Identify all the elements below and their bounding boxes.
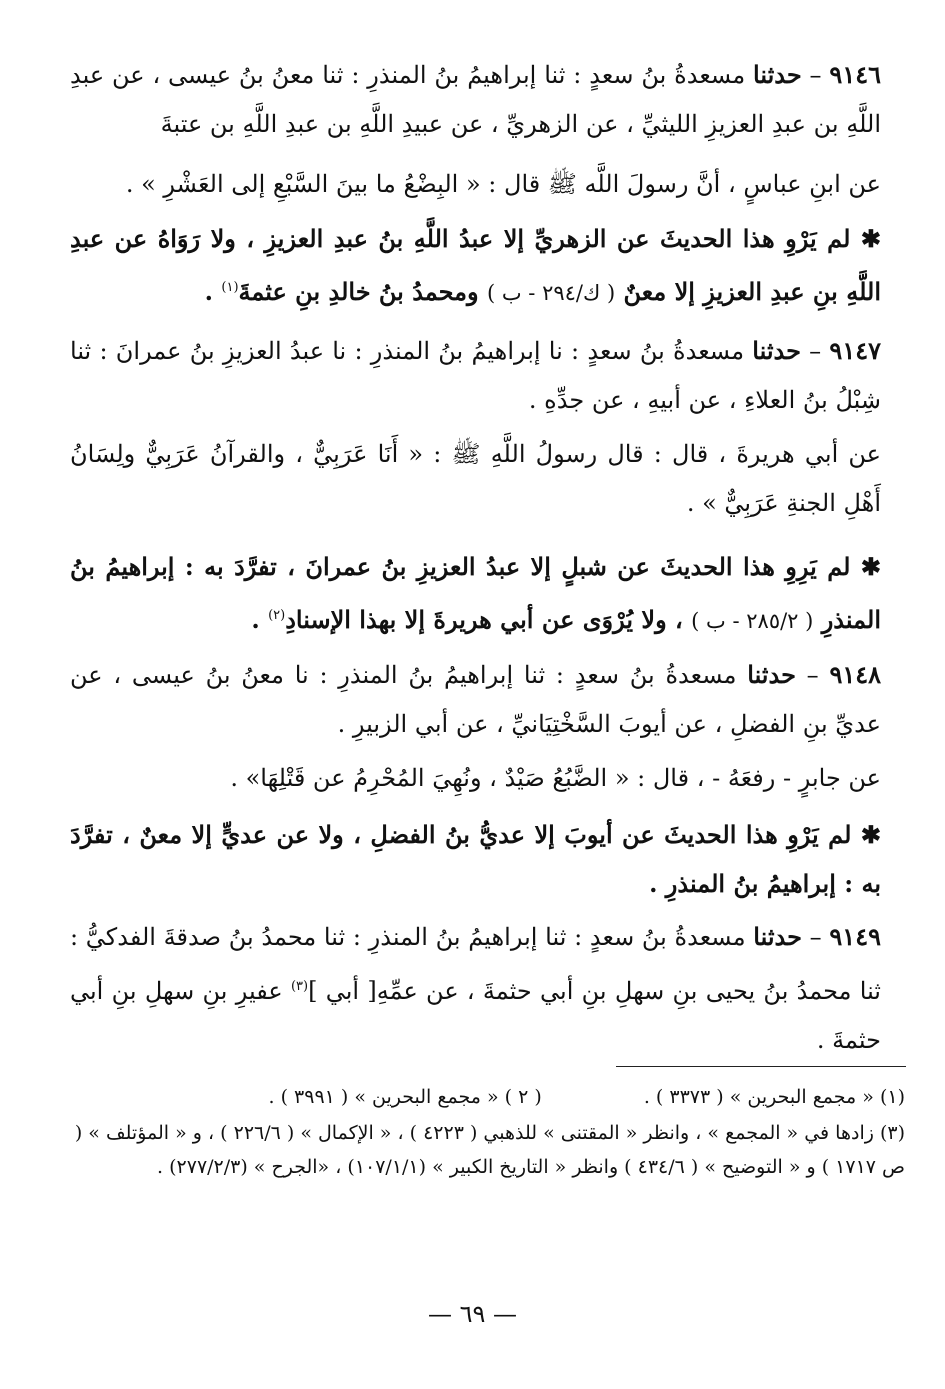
- comment-tail: ، ولا يُرْوَى عن أبي هريرةَ إلا بهذا الإسنادِ: [285, 605, 683, 634]
- comment-end: .: [251, 605, 260, 634]
- footnote-mark: (٢): [268, 608, 286, 623]
- isnad-text-end: عفيرِ بنِ سهلِ بنِ أبي حثمةَ .: [70, 977, 881, 1054]
- footnote-separator: [616, 1066, 906, 1067]
- hadith-9147-matn: عن أبي هريرةَ ، قال : قال رسولُ اللَّهِ ﷺ : « أَنَا عَرَبِيٌّ ، والقرآنُ عَرَبِيٌّ ولِسَانُ أَهْلِ الجنةِ عَرَبِيٌّ » .: [70, 440, 881, 517]
- hadith-9147-isnad: ٩١٤٧ – حدثنا مسعدةُ بنُ سعدٍ : نا إبراهيمُ بنُ المنذرِ : نا عبدُ العزيزِ بنُ عمرانَ : ثنا شِبْلُ بنُ العلاءِ ، عن أبيهِ ، عن جدِّهِ .: [70, 336, 881, 414]
- hadith-9149-isnad: ٩١٤٩ – حدثنا مسعدةُ بنُ سعدٍ : ثنا إبراهيمُ بنُ المنذرِ : ثنا محمدُ بنُ صدقةَ الفدكيُّ : ثنا محمدُ بنُ يحيى بنِ سهلِ بنِ أبي حثمةَ ، عن عمِّهِ[ أبي ]$^{(٣)}$ عفيرِ بنِ سهلِ بنِ أبي حثمةَ .: [70, 922, 881, 1054]
- page-number: — ٦٩ —: [427, 1300, 518, 1328]
- isnad-text: مسعدةُ بنُ سعدٍ : ثنا إبراهيمُ بنُ المنذرِ : ثنا محمدُ بنُ صدقةَ الفدكيُّ : ثنا محمدُ بنُ يحيى بنِ سهلِ بنِ أبي حثمةَ ، عن عمِّهِ[ أبي ]: [70, 923, 881, 1005]
- comment-tail: ومحمدُ بنُ خالدِ بنِ عثمةَ: [238, 277, 479, 306]
- footnote-line-1: [70, 1080, 905, 1114]
- hadith-number: ٩١٤٧: [829, 336, 881, 365]
- haddathana-word: حدثنا: [753, 922, 802, 951]
- hadith-9147-comment: [70, 542, 881, 646]
- haddathana-word: حدثنا: [753, 60, 802, 89]
- manuscript-ref: ( ٢٨٥/٢ - ب ): [691, 609, 814, 633]
- comment-text: لم يَرْوِ هذا الحديثَ عن الزهريِّ إلا عبدُ اللَّهِ بنُ عبدِ العزيزِ ، ولا رَوَاهُ عن عبدِ اللَّهِ بنِ عبدِ العزيزِ إلا معنٌ: [70, 224, 881, 306]
- hadith-9148-comment: [70, 810, 881, 908]
- hadith-number: ٩١٤٨: [829, 660, 882, 689]
- isnad-text: مسعدةُ بنُ سعدٍ : ثنا إبراهيمُ بنُ المنذرِ : ثنا معنُ بنُ عيسى ، عن عبدِ اللَّهِ بن عبدِ العزيزِ الليثيِّ ، عن الزهريِّ ، عن عبيدِ اللَّهِ بن عبدِ اللَّهِ بن عتبةَ: [70, 61, 881, 138]
- asterisk-icon: ✱: [860, 552, 881, 581]
- asterisk-icon: ✱: [860, 820, 882, 849]
- hadith-9146-isnad: ٩١٤٦ – حدثنا مسعدةُ بنُ سعدٍ : ثنا إبراهيمُ بنُ المنذرِ : ثنا معنُ بنُ عيسى ، عن عبدِ اللَّهِ بن عبدِ العزيزِ الليثيِّ ، عن الزهريِّ ، عن عبيدِ اللَّهِ بن عبدِ اللَّهِ بن عتبةَ: [70, 60, 881, 138]
- hadith-number: ٩١٤٦: [829, 60, 881, 89]
- footnote-2: ( ٢ ) « مجمع البحرين » ( ٣٩٩١ ) .: [268, 1086, 542, 1108]
- comment-text: لم يَرْوِ هذا الحديثَ عن أيوبَ إلا عديُّ بنُ الفضلِ ، ولا عن عديٍّ إلا معنٌ ، تفرَّدَ به : إبراهيمُ بنُ المنذرِ .: [70, 820, 881, 898]
- footnote-3: (٣) زادها في « المجمع » ، وانظر « المقتنى » للذهبي ( ٤٢٢٣ ) ، « الإكمال » ( ٢٢٦/٦ ) ، و « المؤتلف » ( ص ١٧١٧ ) و « التوضيح » ( ٤٣٤/٦ ) وانظر « التاريخ الكبير » (١٠٧/١/١) ، «الجرح » (٢٧٧/٢/٣) .: [74, 1122, 905, 1178]
- comment-end: .: [204, 277, 214, 306]
- hadith-9148-matn: عن جابرٍ - رفعَهُ - ، قال : « الضَّبُعُ صَيْدٌ ، ونُهِيَ المُحْرِمُ عن قَتْلِهَا» .: [230, 764, 881, 792]
- haddathana-word: حدثنا: [752, 336, 801, 365]
- isnad-text: مسعدةُ بنُ سعدٍ : ثنا إبراهيمُ بنُ المنذرِ : نا معنُ بنُ عيسى ، عن عديِّ بنِ الفضلِ ، عن أيوبَ السَّخْتِيَانيِّ ، عن أبي الزبيرِ .: [70, 661, 881, 738]
- footnote-mark: (١): [221, 280, 239, 295]
- footnote-1: (١) « مجمع البحرين » ( ٣٣٧٣ ) .: [643, 1086, 905, 1108]
- isnad-text: مسعدةُ بنُ سعدٍ : نا إبراهيمُ بنُ المنذرِ : نا عبدُ العزيزِ بنُ عمرانَ : ثنا شِبْلُ بنُ العلاءِ ، عن أبيهِ ، عن جدِّهِ .: [70, 337, 881, 414]
- hadith-9146-matn: عن ابنِ عباسٍ ، أنَّ رسولَ اللَّه ﷺ قال : « البِضْعُ ما بينَ السَّبْعِ إلى العَشْرِ » .: [125, 170, 881, 198]
- comment-text: لم يَرِوِ هذا الحديثَ عن شبلٍ إلا عبدُ العزيزِ بنُ عمرانَ ، تفرَّدَ به : إبراهيمُ بنُ المنذرِ: [70, 552, 881, 634]
- asterisk-icon: ✱: [860, 224, 882, 253]
- hadith-9146-comment: [70, 214, 881, 318]
- haddathana-word: حدثنا: [747, 660, 796, 689]
- hadith-9148-isnad: ٩١٤٨ – حدثنا مسعدةُ بنُ سعدٍ : ثنا إبراهيمُ بنُ المنذرِ : نا معنُ بنُ عيسى ، عن عديِّ بنِ الفضلِ ، عن أيوبَ السَّخْتِيَانيِّ ، عن أبي الزبيرِ .: [70, 660, 882, 738]
- manuscript-ref: ( ك/٢٩٤ - ب ): [486, 281, 616, 305]
- footnote-mark: (٣): [290, 979, 309, 994]
- hadith-number: ٩١٤٩: [829, 922, 881, 951]
